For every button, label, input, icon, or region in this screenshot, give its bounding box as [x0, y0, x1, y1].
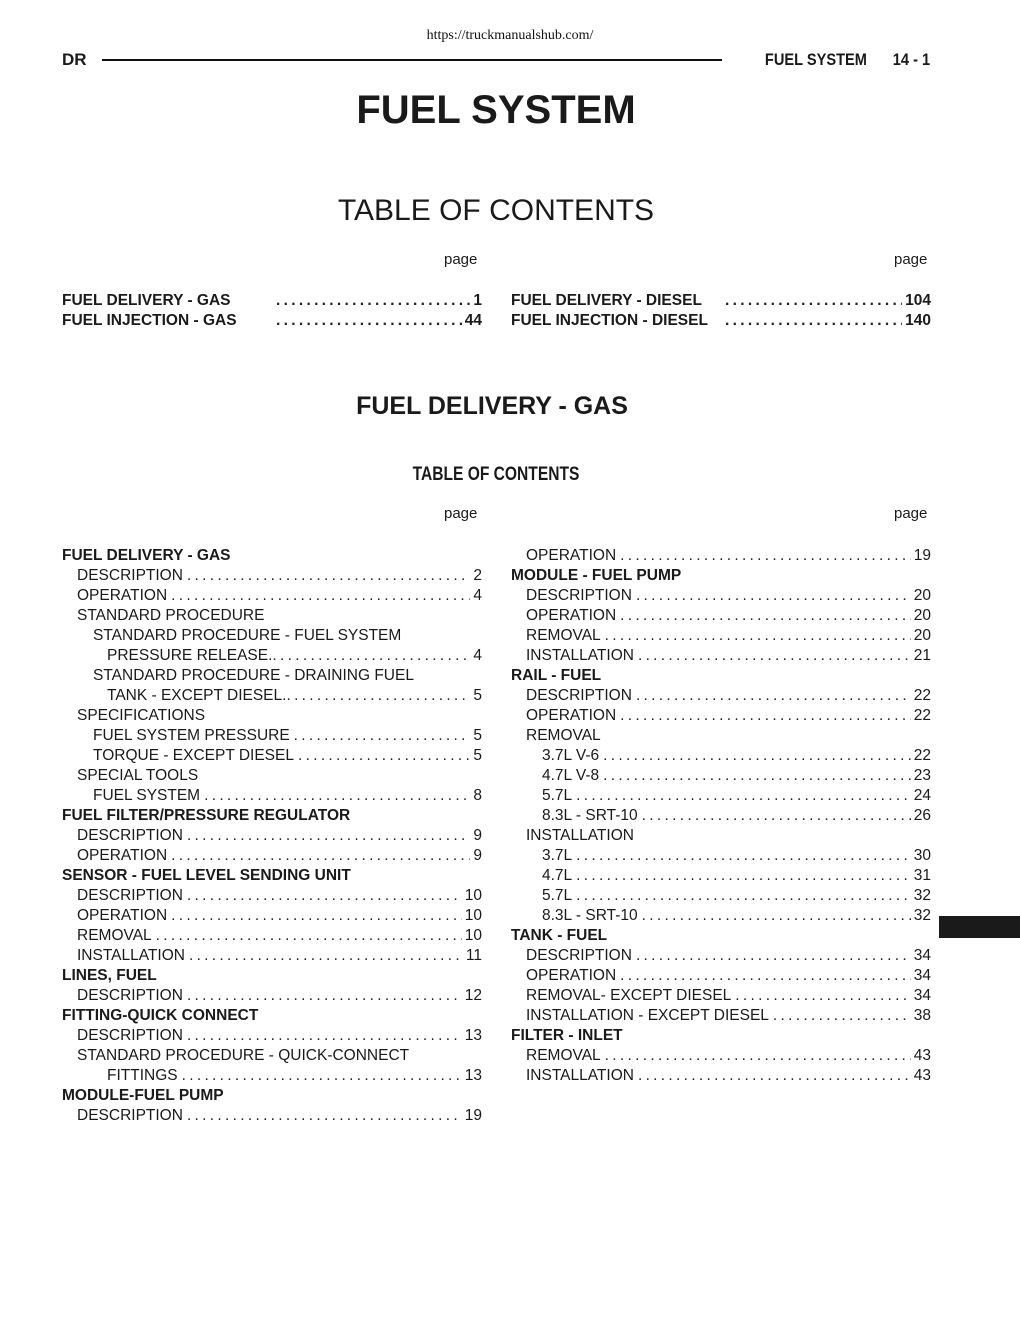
toc-entry-page: 13 — [464, 1067, 482, 1084]
toc-entry-label: 5.7L — [542, 787, 573, 804]
toc-entry[interactable] — [511, 846, 931, 866]
toc-entry-label: REMOVAL — [526, 727, 601, 744]
dot-leader — [636, 946, 911, 966]
toc-entry[interactable] — [62, 886, 482, 906]
toc-entry[interactable] — [62, 946, 482, 966]
dot-leader — [603, 746, 911, 766]
dot-leader — [187, 826, 470, 846]
dot-leader — [156, 926, 462, 946]
toc-entry-page: 43 — [913, 1067, 931, 1084]
toc-entry[interactable] — [62, 726, 482, 746]
toc-entry-label: MODULE-FUEL PUMP — [62, 1087, 224, 1104]
toc-entry[interactable] — [511, 726, 931, 746]
toc-entry-label: FITTINGS — [107, 1067, 178, 1084]
dot-leader — [773, 1006, 911, 1026]
toc-entry[interactable] — [511, 566, 931, 586]
header-rule — [102, 59, 722, 61]
toc-entry[interactable] — [62, 986, 482, 1006]
toc-entry[interactable] — [62, 966, 482, 986]
toc-entry[interactable] — [62, 311, 482, 331]
dot-leader — [636, 586, 911, 606]
dot-leader — [171, 586, 470, 606]
top-toc-left-column — [62, 291, 482, 331]
toc-entry-label: DESCRIPTION — [526, 947, 632, 964]
toc-entry-page: 5 — [473, 747, 482, 764]
toc-entry-label: STANDARD PROCEDURE — [77, 607, 265, 624]
toc-entry-label: INSTALLATION - EXCEPT DIESEL — [526, 1007, 769, 1024]
toc-entry[interactable] — [511, 986, 931, 1006]
toc-entry-label: FUEL FILTER/PRESSURE REGULATOR — [62, 807, 351, 824]
toc-entry[interactable] — [511, 1026, 931, 1046]
toc-entry-label: FUEL DELIVERY - GAS — [62, 547, 231, 564]
toc-entry[interactable] — [511, 706, 931, 726]
toc-entry-label: REMOVAL — [77, 927, 152, 944]
toc-entry-page: 104 — [905, 292, 931, 309]
toc-entry-page: 1 — [473, 292, 482, 309]
toc-entry-label: DESCRIPTION — [77, 827, 183, 844]
dot-leader — [725, 291, 902, 311]
toc-entry-page: 20 — [913, 587, 931, 604]
dot-leader — [276, 291, 470, 311]
toc-entry-label: TANK - FUEL — [511, 927, 608, 944]
toc-entry-page: 20 — [913, 627, 931, 644]
toc-entry[interactable] — [511, 786, 931, 806]
toc-entry-label: OPERATION — [77, 587, 168, 604]
toc-entry[interactable] — [511, 1046, 931, 1066]
dot-leader — [276, 311, 462, 331]
toc-entry-label: INSTALLATION — [526, 647, 634, 664]
toc-entry[interactable] — [511, 646, 931, 666]
dot-leader — [620, 706, 911, 726]
toc-entry-label: 8.3L - SRT-10 — [542, 807, 638, 824]
toc-entry[interactable] — [511, 746, 931, 766]
toc-entry-label: 4.7L — [542, 867, 573, 884]
toc-entry-page: 24 — [913, 787, 931, 804]
toc-entry-page: 44 — [464, 312, 482, 329]
toc-entry-label: STANDARD PROCEDURE - DRAINING FUEL — [93, 667, 414, 684]
dot-leader — [603, 766, 911, 786]
dot-leader — [298, 746, 470, 766]
toc-entry[interactable] — [62, 291, 482, 311]
dot-leader — [620, 606, 911, 626]
toc-entry[interactable] — [62, 846, 482, 866]
toc-entry[interactable] — [62, 1106, 482, 1126]
toc-entry[interactable] — [511, 866, 931, 886]
dot-leader — [294, 726, 471, 746]
toc-entry[interactable] — [62, 926, 482, 946]
toc-entry-label: 8.3L - SRT-10 — [542, 907, 638, 924]
toc-entry[interactable] — [62, 826, 482, 846]
toc-entry-page: 38 — [913, 1007, 931, 1024]
toc-entry-label: STANDARD PROCEDURE - FUEL SYSTEM — [93, 627, 402, 644]
toc-entry-page: 2 — [473, 567, 482, 584]
section-toc-left-column — [62, 546, 482, 1126]
toc-entry-label: SPECIAL TOOLS — [77, 767, 199, 784]
toc-entry-label: REMOVAL- EXCEPT DIESEL — [526, 987, 732, 1004]
toc-entry[interactable] — [62, 626, 482, 646]
toc-entry-label: SPECIFICATIONS — [77, 707, 206, 724]
section-page-label-left: page — [444, 505, 478, 522]
dot-leader — [576, 846, 911, 866]
dot-leader — [620, 546, 911, 566]
section-toc-right-column — [511, 546, 931, 1086]
toc-entry-label: SENSOR - FUEL LEVEL SENDING UNIT — [62, 867, 351, 884]
dot-leader — [576, 886, 911, 906]
toc-entry-label: REMOVAL — [526, 1047, 601, 1064]
toc-entry-page: 10 — [464, 907, 482, 924]
toc-entry[interactable] — [62, 606, 482, 626]
toc-entry-page: 10 — [464, 927, 482, 944]
dot-leader — [187, 1026, 462, 1046]
toc-entry[interactable] — [511, 546, 931, 566]
toc-entry-label: INSTALLATION — [526, 1067, 634, 1084]
dot-leader — [638, 1066, 911, 1086]
toc-entry-label: FUEL INJECTION - DIESEL — [511, 312, 708, 329]
toc-entry[interactable] — [511, 1006, 931, 1026]
source-url: https://truckmanualshub.com/ — [426, 28, 594, 43]
toc-entry-label: FUEL INJECTION - GAS — [62, 312, 237, 329]
toc-entry[interactable] — [62, 686, 482, 706]
toc-entry-page: 5 — [473, 687, 482, 704]
dot-leader — [638, 646, 911, 666]
toc-entry-label: STANDARD PROCEDURE - QUICK-CONNECT — [77, 1047, 410, 1064]
toc-entry[interactable] — [62, 786, 482, 806]
dot-leader — [187, 986, 462, 1006]
toc-entry-page: 34 — [913, 967, 931, 984]
toc-entry-label: DESCRIPTION — [77, 987, 183, 1004]
toc-entry-page: 9 — [473, 827, 482, 844]
toc-entry[interactable] — [62, 1046, 482, 1066]
toc-entry-label: OPERATION — [526, 707, 617, 724]
page-column-label-left: page — [444, 251, 478, 268]
toc-entry-label: OPERATION — [526, 967, 617, 984]
toc-entry[interactable] — [511, 666, 931, 686]
toc-entry[interactable] — [511, 826, 931, 846]
toc-entry[interactable] — [62, 566, 482, 586]
running-header — [62, 50, 930, 70]
toc-entry-label: MODULE - FUEL PUMP — [511, 567, 682, 584]
dot-leader — [187, 886, 462, 906]
dot-leader — [171, 906, 462, 926]
toc-entry-label: FUEL DELIVERY - GAS — [62, 292, 231, 309]
toc-entry-label: TANK - EXCEPT DIESEL. — [107, 687, 287, 704]
toc-entry-page: 22 — [913, 687, 931, 704]
toc-entry[interactable] — [511, 586, 931, 606]
toc-entry[interactable] — [62, 866, 482, 886]
toc-title: TABLE OF CONTENTS — [337, 194, 655, 227]
toc-entry-page: 19 — [464, 1107, 482, 1124]
toc-entry-page: 8 — [473, 787, 482, 804]
toc-entry-label: DESCRIPTION — [77, 567, 183, 584]
dot-leader — [187, 1106, 462, 1126]
toc-entry-label: DESCRIPTION — [77, 1027, 183, 1044]
toc-entry-page: 19 — [913, 547, 931, 564]
section-toc-title: TABLE OF CONTENTS — [412, 464, 580, 485]
dot-leader — [642, 906, 911, 926]
toc-entry-label: FUEL SYSTEM — [93, 787, 201, 804]
toc-entry[interactable] — [511, 311, 931, 331]
toc-entry-page: 23 — [913, 767, 931, 784]
toc-entry[interactable] — [62, 646, 482, 666]
toc-entry-label: DESCRIPTION — [77, 1107, 183, 1124]
toc-entry-page: 9 — [473, 847, 482, 864]
header-section-title: FUEL SYSTEM — [764, 50, 867, 69]
dot-leader — [189, 946, 463, 966]
toc-entry-label: 3.7L V-6 — [542, 747, 600, 764]
toc-entry-label: DESCRIPTION — [526, 687, 632, 704]
toc-entry-page: 5 — [473, 727, 482, 744]
toc-entry-label: 5.7L — [542, 887, 573, 904]
toc-entry-label: 3.7L — [542, 847, 573, 864]
toc-entry-page: 31 — [913, 867, 931, 884]
toc-entry[interactable] — [511, 766, 931, 786]
toc-entry[interactable] — [62, 1006, 482, 1026]
header-page-number: 14 - 1 — [892, 50, 930, 69]
top-toc-right-column — [511, 291, 931, 331]
toc-entry-label: INSTALLATION — [77, 947, 185, 964]
toc-entry[interactable] — [62, 766, 482, 786]
toc-entry-page: 22 — [913, 707, 931, 724]
dot-leader — [636, 686, 911, 706]
page-column-label-right: page — [894, 251, 928, 268]
toc-entry-label: OPERATION — [526, 547, 617, 564]
section-thumb-tab — [939, 916, 1020, 938]
toc-entry-label: DESCRIPTION — [526, 587, 632, 604]
toc-entry[interactable] — [62, 706, 482, 726]
dot-leader — [735, 986, 910, 1006]
toc-entry-page: 30 — [913, 847, 931, 864]
toc-entry[interactable] — [511, 291, 931, 311]
toc-entry-label: PRESSURE RELEASE. — [107, 647, 273, 664]
dot-leader — [182, 1066, 462, 1086]
toc-entry-label: FILTER - INLET — [511, 1027, 623, 1044]
toc-entry-page: 43 — [913, 1047, 931, 1064]
dot-leader — [286, 686, 470, 706]
toc-entry-page: 4 — [473, 587, 482, 604]
dot-leader — [605, 1046, 911, 1066]
toc-entry[interactable] — [62, 546, 482, 566]
toc-entry-page: 26 — [913, 807, 931, 824]
header-section — [765, 50, 930, 70]
toc-entry[interactable] — [511, 886, 931, 906]
toc-entry-label: 4.7L V-8 — [542, 767, 600, 784]
toc-entry-label: DESCRIPTION — [77, 887, 183, 904]
toc-entry[interactable] — [511, 806, 931, 826]
toc-entry-label: TORQUE - EXCEPT DIESEL — [93, 747, 294, 764]
toc-entry[interactable] — [511, 906, 931, 926]
toc-entry-label: REMOVAL — [526, 627, 601, 644]
toc-entry[interactable] — [62, 586, 482, 606]
toc-entry-page: 11 — [465, 947, 482, 964]
toc-entry-page: 10 — [464, 887, 482, 904]
dot-leader — [576, 786, 911, 806]
toc-entry-page: 21 — [913, 647, 931, 664]
toc-entry-page: 140 — [905, 312, 931, 329]
toc-entry-page: 32 — [913, 887, 931, 904]
toc-entry[interactable] — [62, 746, 482, 766]
toc-entry[interactable] — [62, 906, 482, 926]
toc-entry-label: OPERATION — [77, 847, 168, 864]
toc-entry-page: 4 — [473, 647, 482, 664]
dot-leader — [171, 846, 470, 866]
toc-entry-page: 22 — [913, 747, 931, 764]
toc-entry-page: 20 — [913, 607, 931, 624]
toc-entry-label: LINES, FUEL — [62, 967, 157, 984]
toc-entry[interactable] — [62, 1026, 482, 1046]
dot-leader — [642, 806, 911, 826]
dot-leader — [725, 311, 902, 331]
section-title: FUEL DELIVERY - GAS — [356, 392, 628, 420]
toc-entry-page: 34 — [913, 987, 931, 1004]
toc-entry-page: 13 — [464, 1027, 482, 1044]
dot-leader — [605, 626, 911, 646]
toc-entry[interactable] — [62, 806, 482, 826]
toc-entry[interactable] — [511, 626, 931, 646]
toc-entry[interactable] — [511, 926, 931, 946]
toc-entry-label: OPERATION — [77, 907, 168, 924]
dot-leader — [576, 866, 911, 886]
toc-entry[interactable] — [62, 1086, 482, 1106]
section-page-label-right: page — [894, 505, 928, 522]
header-model-code: DR — [62, 50, 87, 69]
dot-leader — [272, 646, 470, 666]
toc-entry[interactable] — [62, 1066, 482, 1086]
toc-entry[interactable] — [62, 666, 482, 686]
dot-leader — [187, 566, 470, 586]
toc-entry-label: FUEL DELIVERY - DIESEL — [511, 292, 702, 309]
toc-entry-page: 34 — [913, 947, 931, 964]
toc-entry-label: FUEL SYSTEM PRESSURE — [93, 727, 290, 744]
toc-entry[interactable] — [511, 606, 931, 626]
toc-entry[interactable] — [511, 946, 931, 966]
toc-entry-page: 12 — [464, 987, 482, 1004]
toc-entry[interactable] — [511, 686, 931, 706]
page-title: FUEL SYSTEM — [356, 88, 636, 132]
toc-entry-label: INSTALLATION — [526, 827, 634, 844]
toc-entry[interactable] — [511, 966, 931, 986]
dot-leader — [620, 966, 911, 986]
toc-entry-page: 32 — [913, 907, 931, 924]
toc-entry-label: OPERATION — [526, 607, 617, 624]
toc-entry-label: RAIL - FUEL — [511, 667, 602, 684]
toc-entry[interactable] — [511, 1066, 931, 1086]
toc-entry-label: FITTING-QUICK CONNECT — [62, 1007, 259, 1024]
dot-leader — [204, 786, 470, 806]
